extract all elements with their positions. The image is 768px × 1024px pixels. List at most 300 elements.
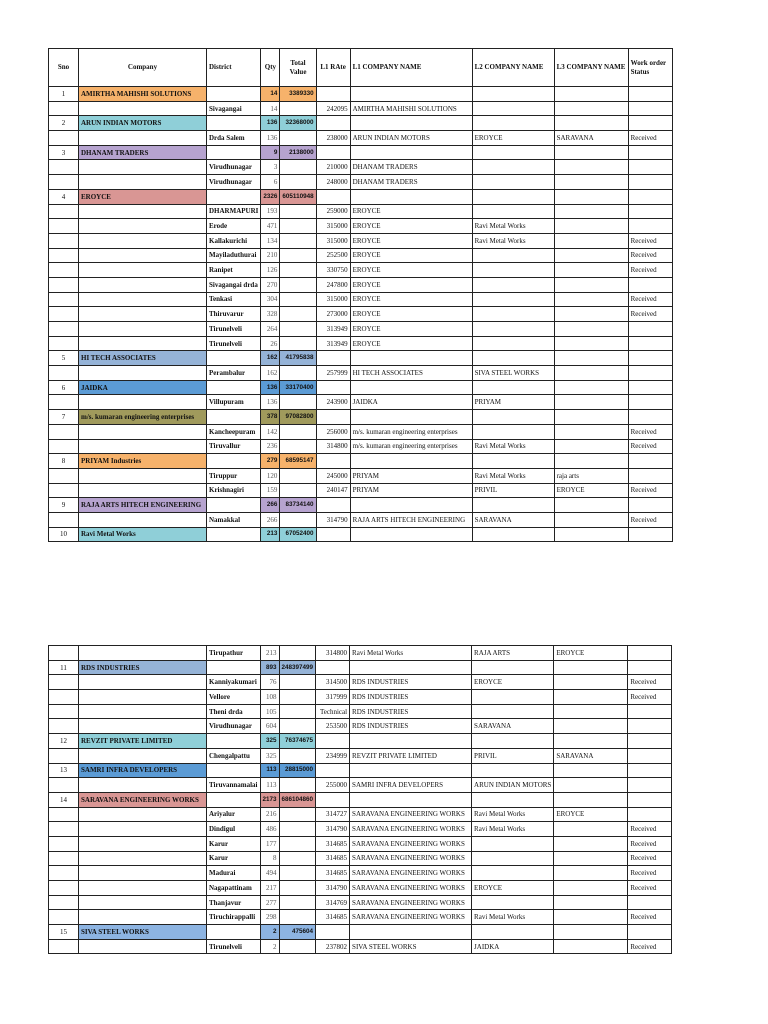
l2-company-cell (472, 277, 554, 292)
status-cell (628, 468, 672, 483)
sno-cell (49, 307, 79, 322)
district-row (49, 395, 673, 410)
rate-cell: 245000 (316, 468, 350, 483)
l1-company-cell: RDS INDUSTRIES (350, 719, 472, 734)
l2-company-cell (472, 116, 554, 131)
company-row (49, 189, 673, 204)
header-district: District (207, 49, 261, 87)
l3-company-cell (554, 939, 628, 954)
qty-cell: 108 (260, 690, 279, 705)
district-row (49, 175, 673, 190)
district-cell: Kancheepuram (207, 424, 261, 439)
l2-company-cell (472, 690, 554, 705)
status-cell: Received (628, 233, 672, 248)
total-value-cell (279, 719, 316, 734)
district-cell: Tiruchirappalli (207, 910, 261, 925)
l1-company-cell: SARAVANA ENGINEERING WORKS (350, 822, 472, 837)
l2-company-cell (472, 895, 554, 910)
l1-company-cell: SARAVANA ENGINEERING WORKS (350, 836, 472, 851)
total-value-cell (280, 175, 316, 190)
district-cell: Chengalpattu (207, 748, 261, 763)
company-row (49, 763, 672, 778)
rate-cell (316, 145, 350, 160)
company-cell (79, 483, 207, 498)
l3-company-cell (554, 263, 628, 278)
l2-company-cell (472, 175, 554, 190)
district-cell (207, 116, 261, 131)
l1-company-cell: RDS INDUSTRIES (350, 675, 472, 690)
rate-cell: 314800 (316, 439, 350, 454)
l3-company-cell (554, 866, 628, 881)
district-cell: Tiruvallur (207, 439, 261, 454)
l1-company-cell (350, 189, 472, 204)
l2-company-cell: SARAVANA (472, 719, 554, 734)
total-value-cell (280, 131, 316, 146)
sno-cell: 9 (49, 498, 79, 513)
l3-company-cell (554, 233, 628, 248)
l1-company-cell: PRIYAM (350, 483, 472, 498)
district-row (49, 131, 673, 146)
company-cell: EROYCE (79, 189, 207, 204)
rate-cell: 238000 (316, 131, 350, 146)
company-cell (79, 822, 207, 837)
status-cell: Received (628, 483, 672, 498)
district-row (49, 851, 672, 866)
status-cell: Received (628, 307, 672, 322)
district-row (49, 822, 672, 837)
company-cell (79, 851, 207, 866)
status-cell: Received (628, 939, 672, 954)
district-cell: Nagapattinam (207, 881, 261, 896)
rate-cell: 256000 (316, 424, 350, 439)
qty-cell: 136 (261, 395, 280, 410)
company-cell: REVZIT PRIVATE LIMITED (79, 734, 207, 749)
sno-cell (49, 336, 79, 351)
qty-cell: 177 (260, 836, 279, 851)
company-cell: AMIRTHA MAHISHI SOLUTIONS (79, 87, 207, 102)
status-cell: Received (628, 131, 672, 146)
district-cell (207, 660, 261, 675)
sno-cell (49, 248, 79, 263)
l3-company-cell (554, 836, 628, 851)
status-cell (628, 322, 672, 337)
l2-company-cell (472, 263, 554, 278)
l3-company-cell (554, 366, 628, 381)
company-cell (79, 836, 207, 851)
l3-company-cell (554, 292, 628, 307)
district-cell: Kallakurichi (207, 233, 261, 248)
total-value-cell: 32368000 (280, 116, 316, 131)
l1-company-cell: SARAVANA ENGINEERING WORKS (350, 881, 472, 896)
l3-company-cell (554, 895, 628, 910)
rate-cell: 273000 (316, 307, 350, 322)
company-cell (79, 512, 207, 527)
l2-company-cell (472, 87, 554, 102)
qty-total-cell: 136 (261, 116, 280, 131)
rate-cell: 314769 (316, 895, 350, 910)
l1-company-cell (350, 763, 472, 778)
total-value-cell (279, 778, 316, 793)
sno-cell (49, 512, 79, 527)
header-l1-company: L1 COMPANY NAME (350, 49, 472, 87)
qty-cell: 298 (260, 910, 279, 925)
sno-cell (49, 895, 79, 910)
l1-company-cell (350, 498, 472, 513)
qty-cell: 264 (261, 322, 280, 337)
company-cell (79, 277, 207, 292)
qty-cell: 494 (260, 866, 279, 881)
company-row (49, 498, 673, 513)
company-cell (79, 131, 207, 146)
header-l2-company: L2 COMPANY NAME (472, 49, 554, 87)
company-row (49, 351, 673, 366)
status-cell (628, 895, 672, 910)
company-cell (79, 910, 207, 925)
district-row (49, 690, 672, 705)
qty-total-cell: 113 (260, 763, 279, 778)
status-cell (628, 189, 672, 204)
sno-cell: 3 (49, 145, 79, 160)
sno-cell: 1 (49, 87, 79, 102)
l1-company-cell: REVZIT PRIVATE LIMITED (350, 748, 472, 763)
district-row (49, 292, 673, 307)
l3-company-cell: SARAVANA (554, 131, 628, 146)
l2-company-cell: Ravi Metal Works (472, 910, 554, 925)
total-value-cell (279, 851, 316, 866)
l3-company-cell (554, 527, 628, 542)
company-cell: SARAVANA ENGINEERING WORKS (79, 792, 207, 807)
qty-cell: 236 (261, 439, 280, 454)
status-cell (628, 763, 672, 778)
l2-company-cell (472, 101, 554, 116)
district-cell (207, 734, 261, 749)
district-cell: Sivagangai drda (207, 277, 261, 292)
total-value-cell (279, 822, 316, 837)
sno-cell (49, 219, 79, 234)
l1-company-cell: SARAVANA ENGINEERING WORKS (350, 866, 472, 881)
l3-company-cell (554, 822, 628, 837)
total-value-cell: 83734140 (280, 498, 316, 513)
l1-company-cell: EROYCE (350, 292, 472, 307)
status-cell (628, 101, 672, 116)
qty-cell: 604 (260, 719, 279, 734)
total-value-cell: 686104860 (279, 792, 316, 807)
qty-total-cell: 213 (261, 527, 280, 542)
sno-cell (49, 424, 79, 439)
sno-cell (49, 292, 79, 307)
l3-company-cell (554, 351, 628, 366)
company-cell: ARUN INDIAN MOTORS (79, 116, 207, 131)
rate-cell: 248000 (316, 175, 350, 190)
l3-company-cell (554, 116, 628, 131)
district-cell: Tirunelveli (207, 336, 261, 351)
qty-cell: 304 (261, 292, 280, 307)
district-cell (207, 527, 261, 542)
l2-company-cell: SARAVANA (472, 512, 554, 527)
district-cell: Thanjavur (207, 895, 261, 910)
sno-cell (49, 646, 79, 661)
l1-company-cell (350, 87, 472, 102)
district-row (49, 646, 672, 661)
l2-company-cell (472, 424, 554, 439)
company-cell (79, 778, 207, 793)
l3-company-cell (554, 675, 628, 690)
total-value-cell (280, 248, 316, 263)
rate-cell: 210000 (316, 160, 350, 175)
l1-company-cell: AMIRTHA MAHISHI SOLUTIONS (350, 101, 472, 116)
district-row (49, 336, 673, 351)
rate-cell: 314790 (316, 881, 350, 896)
l3-company-cell (554, 395, 628, 410)
qty-cell: 2 (260, 939, 279, 954)
l2-company-cell: PRIVIL (472, 748, 554, 763)
l3-company-cell (554, 175, 628, 190)
sno-cell: 11 (49, 660, 79, 675)
district-row (49, 307, 673, 322)
l1-company-cell: m/s. kumaran engineering enterprises (350, 424, 472, 439)
company-cell (79, 866, 207, 881)
rate-cell (316, 410, 350, 425)
status-cell (628, 778, 672, 793)
status-cell: Received (628, 424, 672, 439)
district-row (49, 439, 673, 454)
district-row (49, 233, 673, 248)
total-value-cell (279, 866, 316, 881)
qty-cell: 217 (260, 881, 279, 896)
status-cell (628, 454, 672, 469)
l3-company-cell (554, 910, 628, 925)
qty-cell: 325 (260, 748, 279, 763)
company-cell (79, 322, 207, 337)
qty-cell: 216 (260, 807, 279, 822)
company-cell (79, 675, 207, 690)
company-row (49, 925, 672, 940)
qty-cell: 14 (261, 101, 280, 116)
l2-company-cell: JAIDKA (472, 939, 554, 954)
sno-cell (49, 366, 79, 381)
district-cell: Drda Salem (207, 131, 261, 146)
rate-cell (316, 763, 350, 778)
rate-cell (316, 660, 350, 675)
rate-cell: 242095 (316, 101, 350, 116)
status-cell: Received (628, 263, 672, 278)
district-cell: Tirunelveli (207, 939, 261, 954)
company-cell: HI TECH ASSOCIATES (79, 351, 207, 366)
work-order-table-top (48, 48, 673, 542)
rate-cell: 247800 (316, 277, 350, 292)
rate-cell: 314685 (316, 836, 350, 851)
sno-cell (49, 866, 79, 881)
l2-company-cell (472, 160, 554, 175)
qty-total-cell: 14 (261, 87, 280, 102)
table-body-top (49, 87, 673, 542)
company-cell (79, 248, 207, 263)
district-cell: Krishnagiri (207, 483, 261, 498)
district-cell (207, 763, 261, 778)
rate-cell: 314790 (316, 512, 350, 527)
l1-company-cell: SARAVANA ENGINEERING WORKS (350, 851, 472, 866)
district-cell: Thiruvarur (207, 307, 261, 322)
l1-company-cell: Ravi Metal Works (350, 646, 472, 661)
status-cell: Received (628, 836, 672, 851)
l2-company-cell (472, 836, 554, 851)
total-value-cell (280, 277, 316, 292)
sno-cell (49, 204, 79, 219)
sno-cell: 8 (49, 454, 79, 469)
district-row (49, 807, 672, 822)
l1-company-cell: m/s. kumaran engineering enterprises (350, 439, 472, 454)
sno-cell (49, 483, 79, 498)
l2-company-cell: Ravi Metal Works (472, 822, 554, 837)
l1-company-cell (350, 454, 472, 469)
qty-cell: 105 (260, 704, 279, 719)
l2-company-cell (472, 189, 554, 204)
sno-cell (49, 277, 79, 292)
l1-company-cell: EROYCE (350, 233, 472, 248)
company-cell: PRIYAM Industries (79, 454, 207, 469)
company-cell (79, 881, 207, 896)
l1-company-cell (350, 145, 472, 160)
district-cell: Karur (207, 836, 261, 851)
district-cell: Sivagangai (207, 101, 261, 116)
l2-company-cell: PRIYAM (472, 395, 554, 410)
sno-cell: 14 (49, 792, 79, 807)
company-cell (79, 175, 207, 190)
company-row (49, 410, 673, 425)
total-value-cell: 3389330 (280, 87, 316, 102)
l1-company-cell: EROYCE (350, 248, 472, 263)
sno-cell (49, 836, 79, 851)
l3-company-cell (554, 189, 628, 204)
status-cell (628, 160, 672, 175)
district-row (49, 322, 673, 337)
district-row (49, 881, 672, 896)
total-value-cell: 41795838 (280, 351, 316, 366)
status-cell (628, 380, 672, 395)
company-cell (79, 690, 207, 705)
header-company: Company (79, 49, 207, 87)
l3-company-cell: SARAVANA (554, 748, 628, 763)
status-cell: Received (628, 822, 672, 837)
qty-cell: 142 (261, 424, 280, 439)
status-cell (628, 925, 672, 940)
qty-cell: 328 (261, 307, 280, 322)
l2-company-cell (472, 380, 554, 395)
status-cell (628, 646, 672, 661)
sno-cell (49, 910, 79, 925)
district-cell (207, 189, 261, 204)
l1-company-cell: EROYCE (350, 307, 472, 322)
total-value-cell: 68595147 (280, 454, 316, 469)
sno-cell: 15 (49, 925, 79, 940)
l2-company-cell: Ravi Metal Works (472, 219, 554, 234)
total-value-cell: 76374675 (279, 734, 316, 749)
status-cell (628, 498, 672, 513)
qty-cell: 113 (260, 778, 279, 793)
district-row (49, 895, 672, 910)
company-cell: JAIDKA (79, 380, 207, 395)
qty-cell: 8 (260, 851, 279, 866)
sno-cell (49, 675, 79, 690)
sno-cell (49, 719, 79, 734)
rate-cell (316, 925, 350, 940)
district-row (49, 939, 672, 954)
rate-cell: 314800 (316, 646, 350, 661)
l2-company-cell: PRIVIL (472, 483, 554, 498)
sno-cell: 10 (49, 527, 79, 542)
status-cell (628, 395, 672, 410)
total-value-cell (280, 424, 316, 439)
qty-total-cell: 893 (260, 660, 279, 675)
status-cell: Received (628, 292, 672, 307)
l3-company-cell (554, 734, 628, 749)
l2-company-cell: EROYCE (472, 881, 554, 896)
sno-cell (49, 263, 79, 278)
qty-total-cell: 2 (260, 925, 279, 940)
qty-cell: 162 (261, 366, 280, 381)
total-value-cell: 33170400 (280, 380, 316, 395)
status-cell (628, 748, 672, 763)
qty-cell: 471 (261, 219, 280, 234)
district-cell (207, 454, 261, 469)
total-value-cell (280, 233, 316, 248)
total-value-cell: 475604 (279, 925, 316, 940)
company-row (49, 792, 672, 807)
district-cell: Tiruvannamalai (207, 778, 261, 793)
district-row (49, 675, 672, 690)
l2-company-cell (472, 410, 554, 425)
total-value-cell (280, 512, 316, 527)
rate-cell: 315000 (316, 233, 350, 248)
l2-company-cell (472, 792, 554, 807)
l3-company-cell (554, 277, 628, 292)
status-cell (628, 277, 672, 292)
qty-total-cell: 162 (261, 351, 280, 366)
sno-cell: 5 (49, 351, 79, 366)
district-row (49, 910, 672, 925)
l3-company-cell (554, 87, 628, 102)
district-cell (207, 410, 261, 425)
qty-cell: 126 (261, 263, 280, 278)
l1-company-cell: PRIYAM (350, 468, 472, 483)
qty-total-cell: 279 (261, 454, 280, 469)
l2-company-cell: Ravi Metal Works (472, 468, 554, 483)
district-cell: Tirunelveli (207, 322, 261, 337)
company-row (49, 380, 673, 395)
total-value-cell (280, 483, 316, 498)
company-cell: SAMRI INFRA DEVELOPERS (79, 763, 207, 778)
company-cell (79, 233, 207, 248)
total-value-cell: 97082800 (280, 410, 316, 425)
l1-company-cell (350, 380, 472, 395)
district-row (49, 263, 673, 278)
sno-cell (49, 778, 79, 793)
company-cell: RAJA ARTS HITECH ENGINEERING (79, 498, 207, 513)
sno-cell: 6 (49, 380, 79, 395)
company-row (49, 87, 673, 102)
district-cell: Ariyalur (207, 807, 261, 822)
total-value-cell (279, 807, 316, 822)
l2-company-cell: RAJA ARTS (472, 646, 554, 661)
l3-company-cell (554, 498, 628, 513)
l1-company-cell: JAIDKA (350, 395, 472, 410)
l2-company-cell: Ravi Metal Works (472, 233, 554, 248)
rate-cell: 314685 (316, 851, 350, 866)
l3-company-cell (554, 307, 628, 322)
company-cell (79, 366, 207, 381)
sno-cell: 7 (49, 410, 79, 425)
l3-company-cell (554, 454, 628, 469)
